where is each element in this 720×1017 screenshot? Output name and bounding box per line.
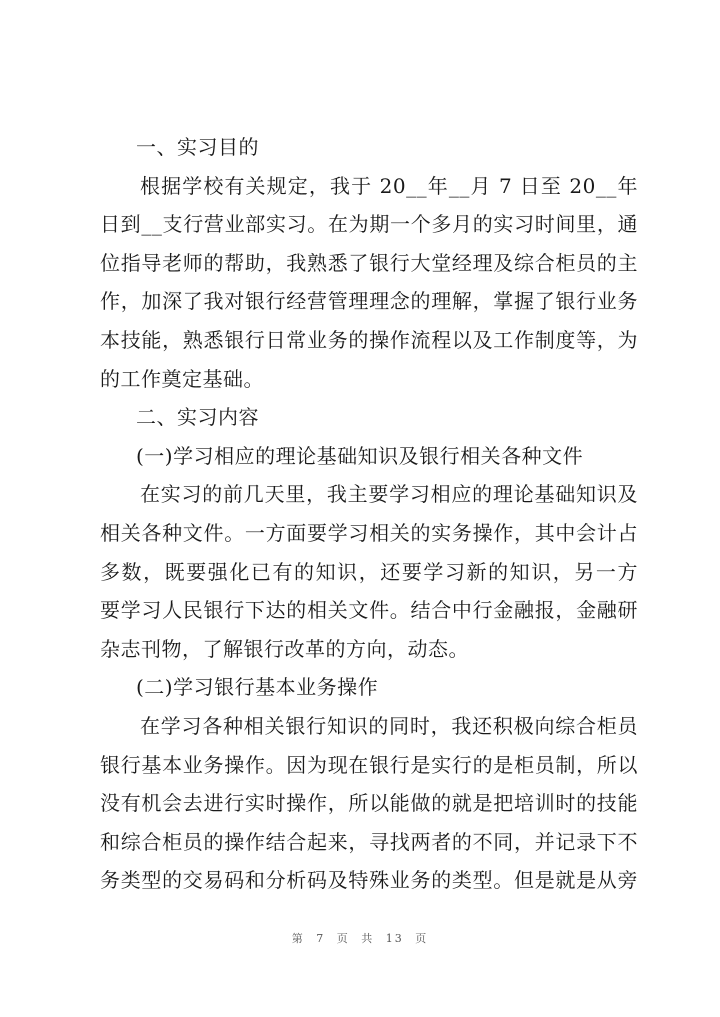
paragraph-line: 在实习的前几天里，我主要学习相应的理论基础知识及 <box>140 482 638 507</box>
page-number-footer: 第 7 页 共 13 页 <box>291 932 429 945</box>
paragraph-line: 杂志刊物，了解银行改革的方向，动态。 <box>100 636 469 661</box>
section-heading: (二)学习银行基本业务操作 <box>136 675 379 700</box>
paragraph-line: 相关各种文件。一方面要学习相关的实务操作，其中会计占 <box>100 520 638 545</box>
paragraph-line: 作，加深了我对银行经营管理理念的理解，掌握了银行业务 <box>100 289 638 314</box>
section-heading: 二、实习内容 <box>136 405 259 430</box>
document-body <box>100 128 638 900</box>
section-heading: (一)学习相应的理论基础知识及银行相关各种文件 <box>136 443 584 468</box>
section-heading: 一、实习目的 <box>136 135 259 159</box>
paragraph-line: 要学习人民银行下达的相关文件。结合中行金融报，金融研 <box>100 598 638 623</box>
paragraph-line: 本技能，熟悉银行日常业务的操作流程以及工作制度等，为 <box>100 327 638 352</box>
paragraph-line: 和综合柜员的操作结合起来，寻找两者的不同，并记录下不 <box>100 829 638 854</box>
paragraph-line: 日到__支行营业部实习。在为期一个多月的实习时间里，通 <box>100 212 638 237</box>
paragraph-line: 多数，既要强化已有的知识，还要学习新的知识，另一方 <box>100 559 638 584</box>
paragraph-line: 根据学校有关规定，我于 20__年__月 7 日至 20__年 <box>140 173 638 198</box>
paragraph-line: 在学习各种相关银行知识的同时，我还积极向综合柜员 <box>140 713 638 738</box>
paragraph-line: 务类型的交易码和分析码及特殊业务的类型。但是就是从旁 <box>100 868 638 893</box>
paragraph-line: 没有机会去进行实时操作，所以能做的就是把培训时的技能 <box>100 791 638 816</box>
paragraph-line: 位指导老师的帮助，我熟悉了银行大堂经理及综合柜员的主 <box>100 250 638 275</box>
paragraph-line: 银行基本业务操作。因为现在银行是实行的是柜员制，所以 <box>100 752 638 777</box>
paragraph-line: 的工作奠定基础。 <box>100 366 264 391</box>
